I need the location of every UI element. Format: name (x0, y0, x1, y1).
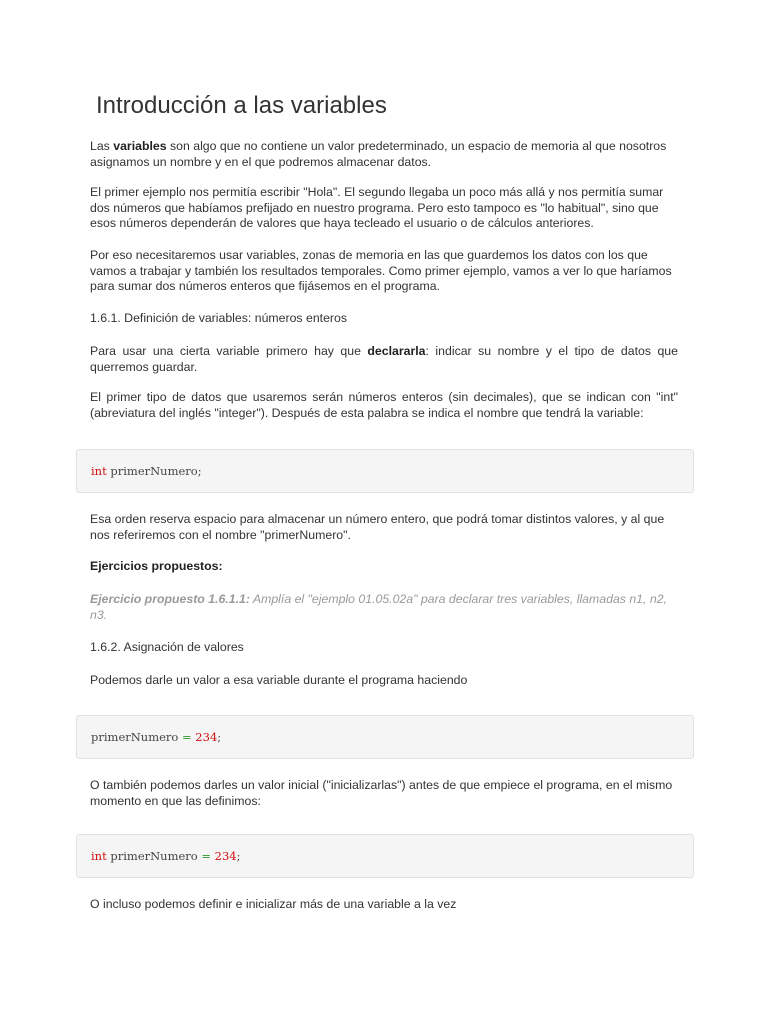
paragraph-declare (90, 344, 678, 375)
paragraph-reserve-space: Esa orden reserva espacio para almacenar un número entero, que podrá tomar distintos valores, y al que nos referiremos con el nombre "primerNumero". (90, 512, 665, 542)
section-heading-1-6-1: 1.6.1. Definición de variables: números enteros (90, 311, 348, 325)
code-variable: primerNumero (106, 849, 202, 863)
paragraph-int-type: El primer tipo de datos que usaremos serán números enteros (sin decimales), que se indican con "int" (abreviatura del inglés "integer"). Después de esta palabra se indica el nombre que tendrá la variable: (90, 390, 678, 420)
code-text: primerNumero; (106, 464, 202, 478)
paragraph-assign: Podemos darle un valor a esa variable durante el programa haciendo (90, 673, 468, 687)
code-semicolon: ; (236, 849, 241, 863)
code-keyword: int (91, 849, 107, 863)
exercise-label: Ejercicio propuesto 1.6.1.1: (90, 592, 250, 606)
intro-text-start: Las (90, 139, 114, 153)
code-variable: primerNumero (91, 730, 183, 744)
paragraph-multiple-variables: O incluso podemos definir e inicializar más de una variable a la vez (90, 897, 457, 911)
paragraph-first-examples: El primer ejemplo nos permitía escribir "Hola". El segundo llegaba un poco más allá y nos permitía sumar dos números que habíamos prefijado en nuestro programa. Pero esto tampoco es "lo habitual", sino que esos números dependerán de valores que haya tecleado el usuario o de cálculos anteriores. (90, 185, 664, 230)
paragraph-initialize: O también podemos darles un valor inicial ("inicializarlas") antes de que empiece el programa, en el mismo momento en que las definimos: (90, 778, 673, 808)
code-number: 234 (211, 849, 237, 863)
code-operator: = (182, 730, 192, 744)
declare-bold-term: declararla (367, 344, 426, 358)
intro-bold-term: variables (113, 139, 167, 153)
intro-paragraph (90, 139, 678, 170)
declare-text-end: : indicar su nombre y el tipo de datos que querremos guardar. (90, 344, 678, 374)
paragraph-need-variables: Por eso necesitaremos usar variables, zonas de memoria en las que guardemos los datos con los que vamos a trabajar y también los resultados temporales. Como primer ejemplo, vamos a ver lo que haríamos para sumar dos números enteros que fijásemos en el programa. (90, 248, 672, 293)
declare-text-start: Para usar una cierta variable primero hay que (90, 344, 368, 358)
exercises-heading: Ejercicios propuestos: (90, 559, 223, 573)
exercise-item (90, 592, 678, 623)
section-heading-1-6-2: 1.6.2. Asignación de valores (90, 640, 244, 654)
code-number: 234 (191, 730, 218, 744)
code-keyword: int (91, 464, 107, 478)
code-block-declaration (76, 449, 694, 493)
page-title: Introducción a las variables (96, 92, 387, 119)
code-semicolon: ; (217, 730, 222, 744)
code-block-assignment (76, 715, 694, 759)
intro-text-end: son algo que no contiene un valor predeterminado, un espacio de memoria al que nosotros asignamos un nombre y en el que podremos almacenar datos. (90, 139, 667, 169)
code-block-initialization (76, 834, 694, 878)
code-operator: = (201, 849, 212, 863)
exercise-text: Amplía el "ejemplo 01.05.02a" para declarar tres variables, llamadas n1, n2, n3. (90, 592, 667, 622)
